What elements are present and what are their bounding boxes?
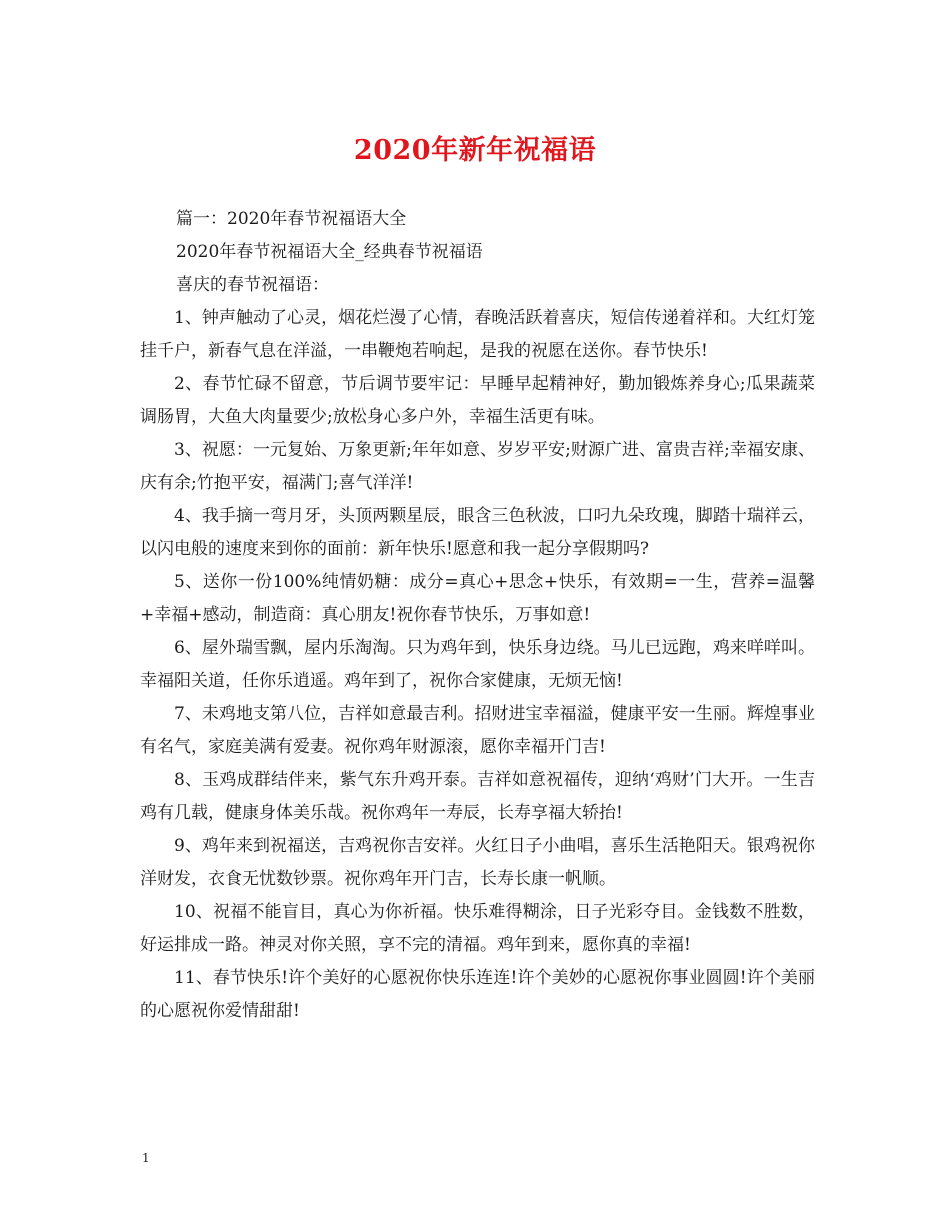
blessing-item: 3、祝愿：一元复始、万象更新;年年如意、岁岁平安;财源广进、富贵吉祥;幸福安康、庆有余;竹抱平安，福满门;喜气洋洋! — [140, 440, 815, 493]
blessing-item: 1、钟声触动了心灵，烟花烂漫了心情，春晚活跃着喜庆，短信传递着祥和。大红灯笼挂千户，新春气息在洋溢，一串鞭炮若响起，是我的祝愿在送你。春节快乐! — [140, 308, 815, 361]
blessing-item: 4、我手摘一弯月牙，头顶两颗星辰，眼含三色秋波，口叼九朵玫瑰，脚踏十瑞祥云，以闪电般的速度来到你的面前：新年快乐!愿意和我一起分享假期吗? — [140, 506, 815, 559]
page-number: 1 — [142, 1151, 150, 1165]
blessing-item: 2、春节忙碌不留意，节后调节要牢记：早睡早起精神好，勤加锻炼养身心;瓜果蔬菜调肠胃，大鱼大肉量要少;放松身心多户外，幸福生活更有味。 — [140, 374, 815, 427]
subheading: 喜庆的春节祝福语： — [176, 275, 329, 295]
blessing-item: 6、屋外瑞雪飘，屋内乐淘淘。只为鸡年到，快乐身边绕。马儿已远跑，鸡来咩咩叫。幸福阳关道，任你乐逍遥。鸡年到了，祝你合家健康，无烦无恼! — [140, 638, 815, 691]
blessing-item: 11、春节快乐!许个美好的心愿祝你快乐连连!许个美妙的心愿祝你事业圆圆!许个美丽的心愿祝你爱情甜甜! — [140, 968, 815, 1021]
blessing-item: 9、鸡年来到祝福送，吉鸡祝你吉安祥。火红日子小曲唱，喜乐生活艳阳天。银鸡祝你洋财发，衣食无忧数钞票。祝你鸡年开门吉，长寿长康一帆顺。 — [140, 836, 815, 889]
document-title: 2020年新年祝福语 — [353, 135, 597, 166]
section-heading: 篇一：2020年春节祝福语大全 — [176, 209, 407, 229]
blessing-item: 8、玉鸡成群结伴来，紫气东升鸡开泰。吉祥如意祝福传，迎纳‘鸡财’门大开。一生吉鸡有几载，健康身体美乐哉。祝你鸡年一寿辰，长寿享福大轿抬! — [140, 770, 815, 823]
subheading: 2020年春节祝福语大全_经典春节祝福语 — [176, 242, 483, 262]
blessing-item: 5、送你一份100%纯情奶糖：成分=真心+思念+快乐，有效期=一生，营养=温馨+幸福+感动，制造商：真心朋友!祝你春节快乐，万事如意! — [140, 572, 815, 625]
document-body — [140, 203, 815, 1028]
blessing-item: 10、祝福不能盲目，真心为你祈福。快乐难得糊涂，日子光彩夺目。金钱数不胜数，好运排成一路。神灵对你关照，享不完的清福。鸡年到来，愿你真的幸福! — [140, 902, 815, 955]
blessing-item: 7、未鸡地支第八位，吉祥如意最吉利。招财进宝幸福溢，健康平安一生丽。辉煌事业有名气，家庭美满有爱妻。祝你鸡年财源滚，愿你幸福开门吉! — [140, 704, 815, 757]
